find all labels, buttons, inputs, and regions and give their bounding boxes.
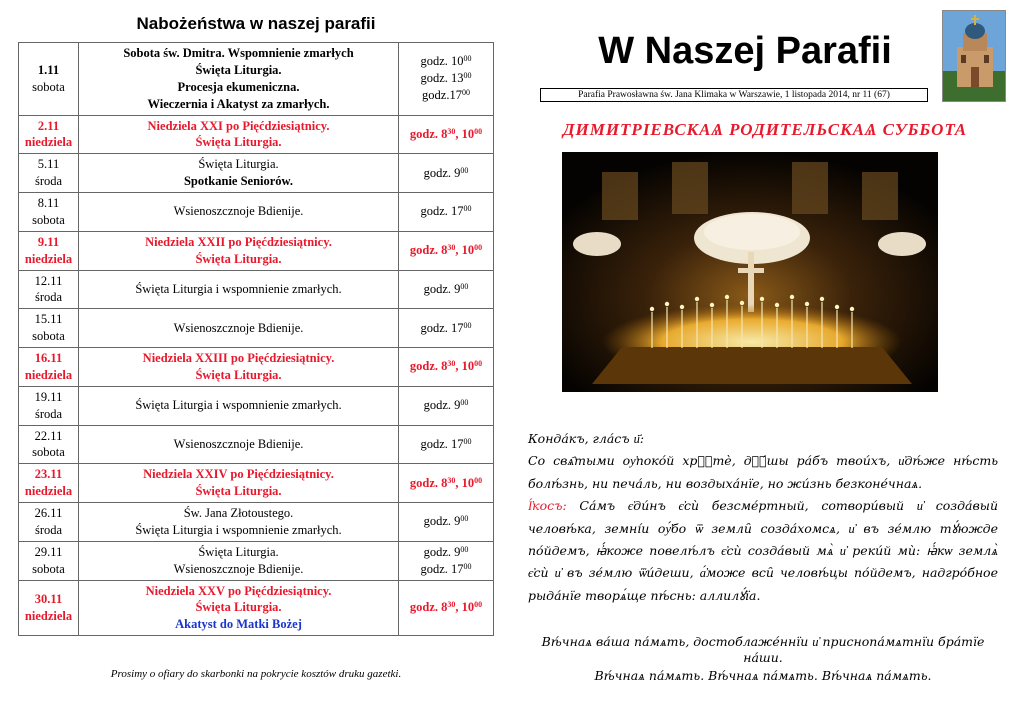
schedule-description-cell [79, 464, 399, 503]
schedule-time: godz. $17^{00}$ [420, 436, 472, 451]
schedule-description-line: Św. Jana Złotoustego. [183, 506, 294, 520]
schedule-description-line: Wsienoszcznoje Bdienije. [173, 320, 304, 335]
schedule-time: godz. $10^{00}$ [420, 54, 472, 69]
eternal-memory-refrain: Вѣ́чнаѧ па́мѧть. Вѣ́чнаѧ па́мѧть. Вѣ́чнаѧ па́мѧть. [594, 668, 932, 683]
schedule-date-cell [19, 231, 79, 270]
schedule-weekday: niedziela [24, 367, 73, 382]
schedule-row [19, 193, 494, 232]
schedule-date: 12.11 [34, 273, 63, 288]
schedule-description-line: Święta Liturgia. [198, 544, 279, 559]
schedule-date-cell [19, 270, 79, 309]
schedule-date-cell [19, 154, 79, 193]
schedule-description-cell [79, 425, 399, 464]
schedule-description-cell [79, 386, 399, 425]
schedule-date-cell [19, 386, 79, 425]
candles-photo [562, 152, 938, 392]
schedule-time: godz. $9^{00}$ [423, 544, 469, 559]
schedule-time-cell [399, 270, 494, 309]
schedule-time: godz. $9^{00}$ [423, 514, 469, 529]
schedule-description-line: Wsienoszcznoje Bdienije. [173, 204, 304, 219]
schedule-time: godz. $9^{00}$ [423, 165, 469, 180]
newsletter-title: W Naszej Parafii [598, 30, 892, 72]
schedule-time: godz. $8^{30}$, $10^{00}$ [409, 600, 483, 615]
schedule-description-cell [79, 115, 399, 154]
schedule-row [19, 503, 494, 542]
schedule-time: godz. $17^{00}$ [420, 204, 472, 219]
schedule-time-cell [399, 193, 494, 232]
schedule-description-line: Święta Liturgia i wspomnienie zmarłych. [135, 398, 342, 413]
schedule-description-line: Święta Liturgia i wspomnienie zmarłych. [135, 281, 342, 296]
schedule-date: 8.11 [37, 196, 60, 210]
schedule-weekday: sobota [32, 329, 65, 344]
schedule-description-line: Wsienoszcznoje Bdienije. [173, 436, 304, 451]
schedule-description-line: Święta Liturgia i wspomnienie zmarłych. [135, 522, 342, 537]
schedule-time-cell [399, 580, 494, 636]
schedule-weekday: środa [34, 174, 63, 189]
schedule-time: godz. $8^{30}$, $10^{00}$ [409, 475, 483, 490]
schedule-description-cell [79, 154, 399, 193]
schedule-time: godz. $8^{30}$, $10^{00}$ [409, 243, 483, 258]
kondak-label: Конда́къ, гла́съ и҃: [528, 431, 645, 446]
schedule-description-line: Wieczernia i Akatyst za zmarłych. [147, 96, 330, 111]
schedule-date-cell [19, 348, 79, 387]
schedule-row [19, 231, 494, 270]
schedule-weekday: niedziela [24, 135, 73, 150]
schedule-description-line: Niedziela XXI po Pięćdziesiątnicy. [147, 118, 330, 133]
schedule-description-cell [79, 231, 399, 270]
schedule-date-cell [19, 193, 79, 232]
schedule-date: 5.11 [37, 157, 60, 172]
schedule-time: godz. $9^{00}$ [423, 398, 469, 413]
schedule-time: godz. $8^{30}$, $10^{00}$ [409, 126, 483, 141]
schedule-weekday: niedziela [24, 251, 73, 266]
schedule-weekday: sobota [32, 445, 65, 460]
kondak-text-block [528, 428, 998, 607]
schedule-description-line: Święta Liturgia. [195, 251, 282, 266]
schedule-time-cell [399, 541, 494, 580]
schedule-description-line: Procesja ekumeniczna. [177, 79, 300, 94]
schedule-row [19, 464, 494, 503]
schedule-row [19, 43, 494, 116]
schedule-date: 30.11 [34, 591, 63, 606]
schedule-weekday: środa [34, 290, 63, 305]
parish-subline: Parafia Prawosławna św. Jana Klimaka w Warszawie, 1 listopada 2014, nr 11 (67) [540, 88, 928, 102]
schedule-description-line: Spotkanie Seniorów. [183, 174, 294, 189]
schedule-weekday: niedziela [24, 484, 73, 499]
schedule-time-cell [399, 43, 494, 116]
schedule-description-line: Akatyst do Matki Bożej [175, 617, 302, 632]
schedule-date: 16.11 [34, 351, 63, 365]
schedule-weekday: sobota [32, 212, 65, 227]
schedule-description-line: Niedziela XXIII po Pięćdziesiątnicy. [142, 351, 335, 365]
schedule-table [18, 42, 494, 636]
schedule-time-cell [399, 309, 494, 348]
schedule-time: godz. $17^{00}$ [420, 561, 472, 576]
schedule-description-line: Święta Liturgia. [198, 157, 279, 172]
schedule-date-cell [19, 464, 79, 503]
schedule-description-line: Święta Liturgia. [195, 135, 282, 150]
schedule-time-cell [399, 425, 494, 464]
schedule-date-cell [19, 43, 79, 116]
schedule-description-line: Święta Liturgia. [195, 600, 282, 615]
schedule-weekday: niedziela [24, 608, 73, 623]
schedule-row [19, 386, 494, 425]
schedule-description-line: Niedziela XXV po Pięćdziesiątnicy. [145, 583, 332, 598]
schedule-description-cell [79, 270, 399, 309]
schedule-description-cell [79, 193, 399, 232]
schedule-description-cell [79, 43, 399, 116]
schedule-date: 26.11 [34, 506, 63, 520]
schedule-date: 22.11 [34, 428, 63, 443]
schedule-weekday: środa [34, 522, 63, 537]
schedule-description-line: Święta Liturgia. [195, 484, 282, 499]
schedule-time-cell [399, 464, 494, 503]
schedule-description-cell [79, 541, 399, 580]
schedule-weekday: sobota [32, 79, 65, 94]
schedule-time-cell [399, 154, 494, 193]
schedule-row [19, 541, 494, 580]
schedule-description-line: Niedziela XXII po Pięćdziesiątnicy. [145, 234, 332, 249]
schedule-date-cell [19, 115, 79, 154]
schedule-description-line: Niedziela XXIV po Pięćdziesiątnicy. [143, 467, 334, 482]
schedule-description-cell [79, 309, 399, 348]
schedule-row [19, 580, 494, 636]
schedule-date: 2.11 [37, 118, 60, 133]
schedule-date-cell [19, 309, 79, 348]
ikos-label: І҆́косъ: [528, 498, 567, 514]
schedule-time: godz. $17^{00}$ [420, 320, 472, 335]
schedule-weekday: środa [34, 406, 63, 421]
schedule-row [19, 270, 494, 309]
schedule-description-line: Wsienoszcznoje Bdienije. [173, 561, 304, 576]
schedule-description-line: Sobota św. Dmitra. Wspomnienie zmarłych [123, 46, 354, 60]
schedule-weekday: sobota [32, 561, 65, 576]
schedule-date-cell [19, 580, 79, 636]
schedule-time-cell [399, 386, 494, 425]
schedule-row [19, 348, 494, 387]
schedule-description-cell [79, 580, 399, 636]
schedule-description-line: Święta Liturgia. [195, 367, 282, 382]
schedule-time: $godz.17^{00}$ [422, 88, 470, 103]
schedule-date: 19.11 [34, 389, 63, 404]
schedule-date: 9.11 [37, 234, 60, 249]
schedule-row [19, 309, 494, 348]
schedule-row [19, 115, 494, 154]
slavonic-heading: ДИМИТРІЕВСКАѦ РОДИТЕЛЬСКАѦ СУББОТА [562, 120, 968, 139]
schedule-time: godz. $13^{00}$ [420, 71, 472, 86]
schedule-date: 29.11 [34, 544, 63, 559]
schedule-date-cell [19, 541, 79, 580]
schedule-time-cell [399, 348, 494, 387]
kondak-text: Со свѧ҄тыми оу҆поко́й хрⷭ҇тѐ, дꙋ҆́шы ра́бъ твои́хъ, и҆дѣ́же нѣ́сть болѣ́знь, ни печа́ль, ни воздыха́нїе, но жи́знь безконе́чнаѧ. [528, 453, 998, 491]
donation-note: Prosimy o ofiary do skarbonki na pokrycie kosztów druku gazetki. [110, 668, 402, 680]
schedule-description-cell [79, 503, 399, 542]
church-image [942, 10, 1006, 102]
eternal-memory-line: Вѣ́чнаѧ ва́ша па́мѧть, достоблаже́ннїи и҆ приснопа́мѧтнїи бра́тїе на́ши. [541, 634, 985, 665]
schedule-date-cell [19, 503, 79, 542]
schedule-time-cell [399, 503, 494, 542]
schedule-time: godz. $8^{30}$, $10^{00}$ [409, 359, 483, 374]
schedule-row [19, 425, 494, 464]
schedule-date: 23.11 [34, 467, 63, 482]
schedule-title: Nabożeństwa w naszej parafii [136, 14, 376, 33]
schedule-date-cell [19, 425, 79, 464]
schedule-description-cell [79, 348, 399, 387]
schedule-description-line: Święta Liturgia. [195, 62, 282, 77]
schedule-date: 1.11 [37, 62, 60, 77]
schedule-date: 15.11 [34, 312, 63, 327]
schedule-time-cell [399, 231, 494, 270]
schedule-time: godz. $9^{00}$ [423, 281, 469, 296]
schedule-time-cell [399, 115, 494, 154]
schedule-row [19, 154, 494, 193]
ikos-text: Са́мъ є҆ди́нъ є҆сѝ безсме́ртный, сотвори́вый и҆ созда́вый человѣ́ка, земні́и оу҆́бо ѿ земли̑ созда́хомсѧ, и҆ въ зе́млю тꙋ́южде по́йдемъ, ꙗ҆́коже повелѣ́лъ є҆сѝ созда́вый мѧ̀ и҆ реки́й мѝ: ꙗ҆́кѡ землѧ̀ є҆сѝ и҆ въ зе́млю ѿи́деши, а҆́може вси̑ человѣ́цы по́йдемъ, надгро́бное рыда́нїе творѧ́ще пѣ́снь: аллилꙋ́їа. [528, 498, 998, 603]
